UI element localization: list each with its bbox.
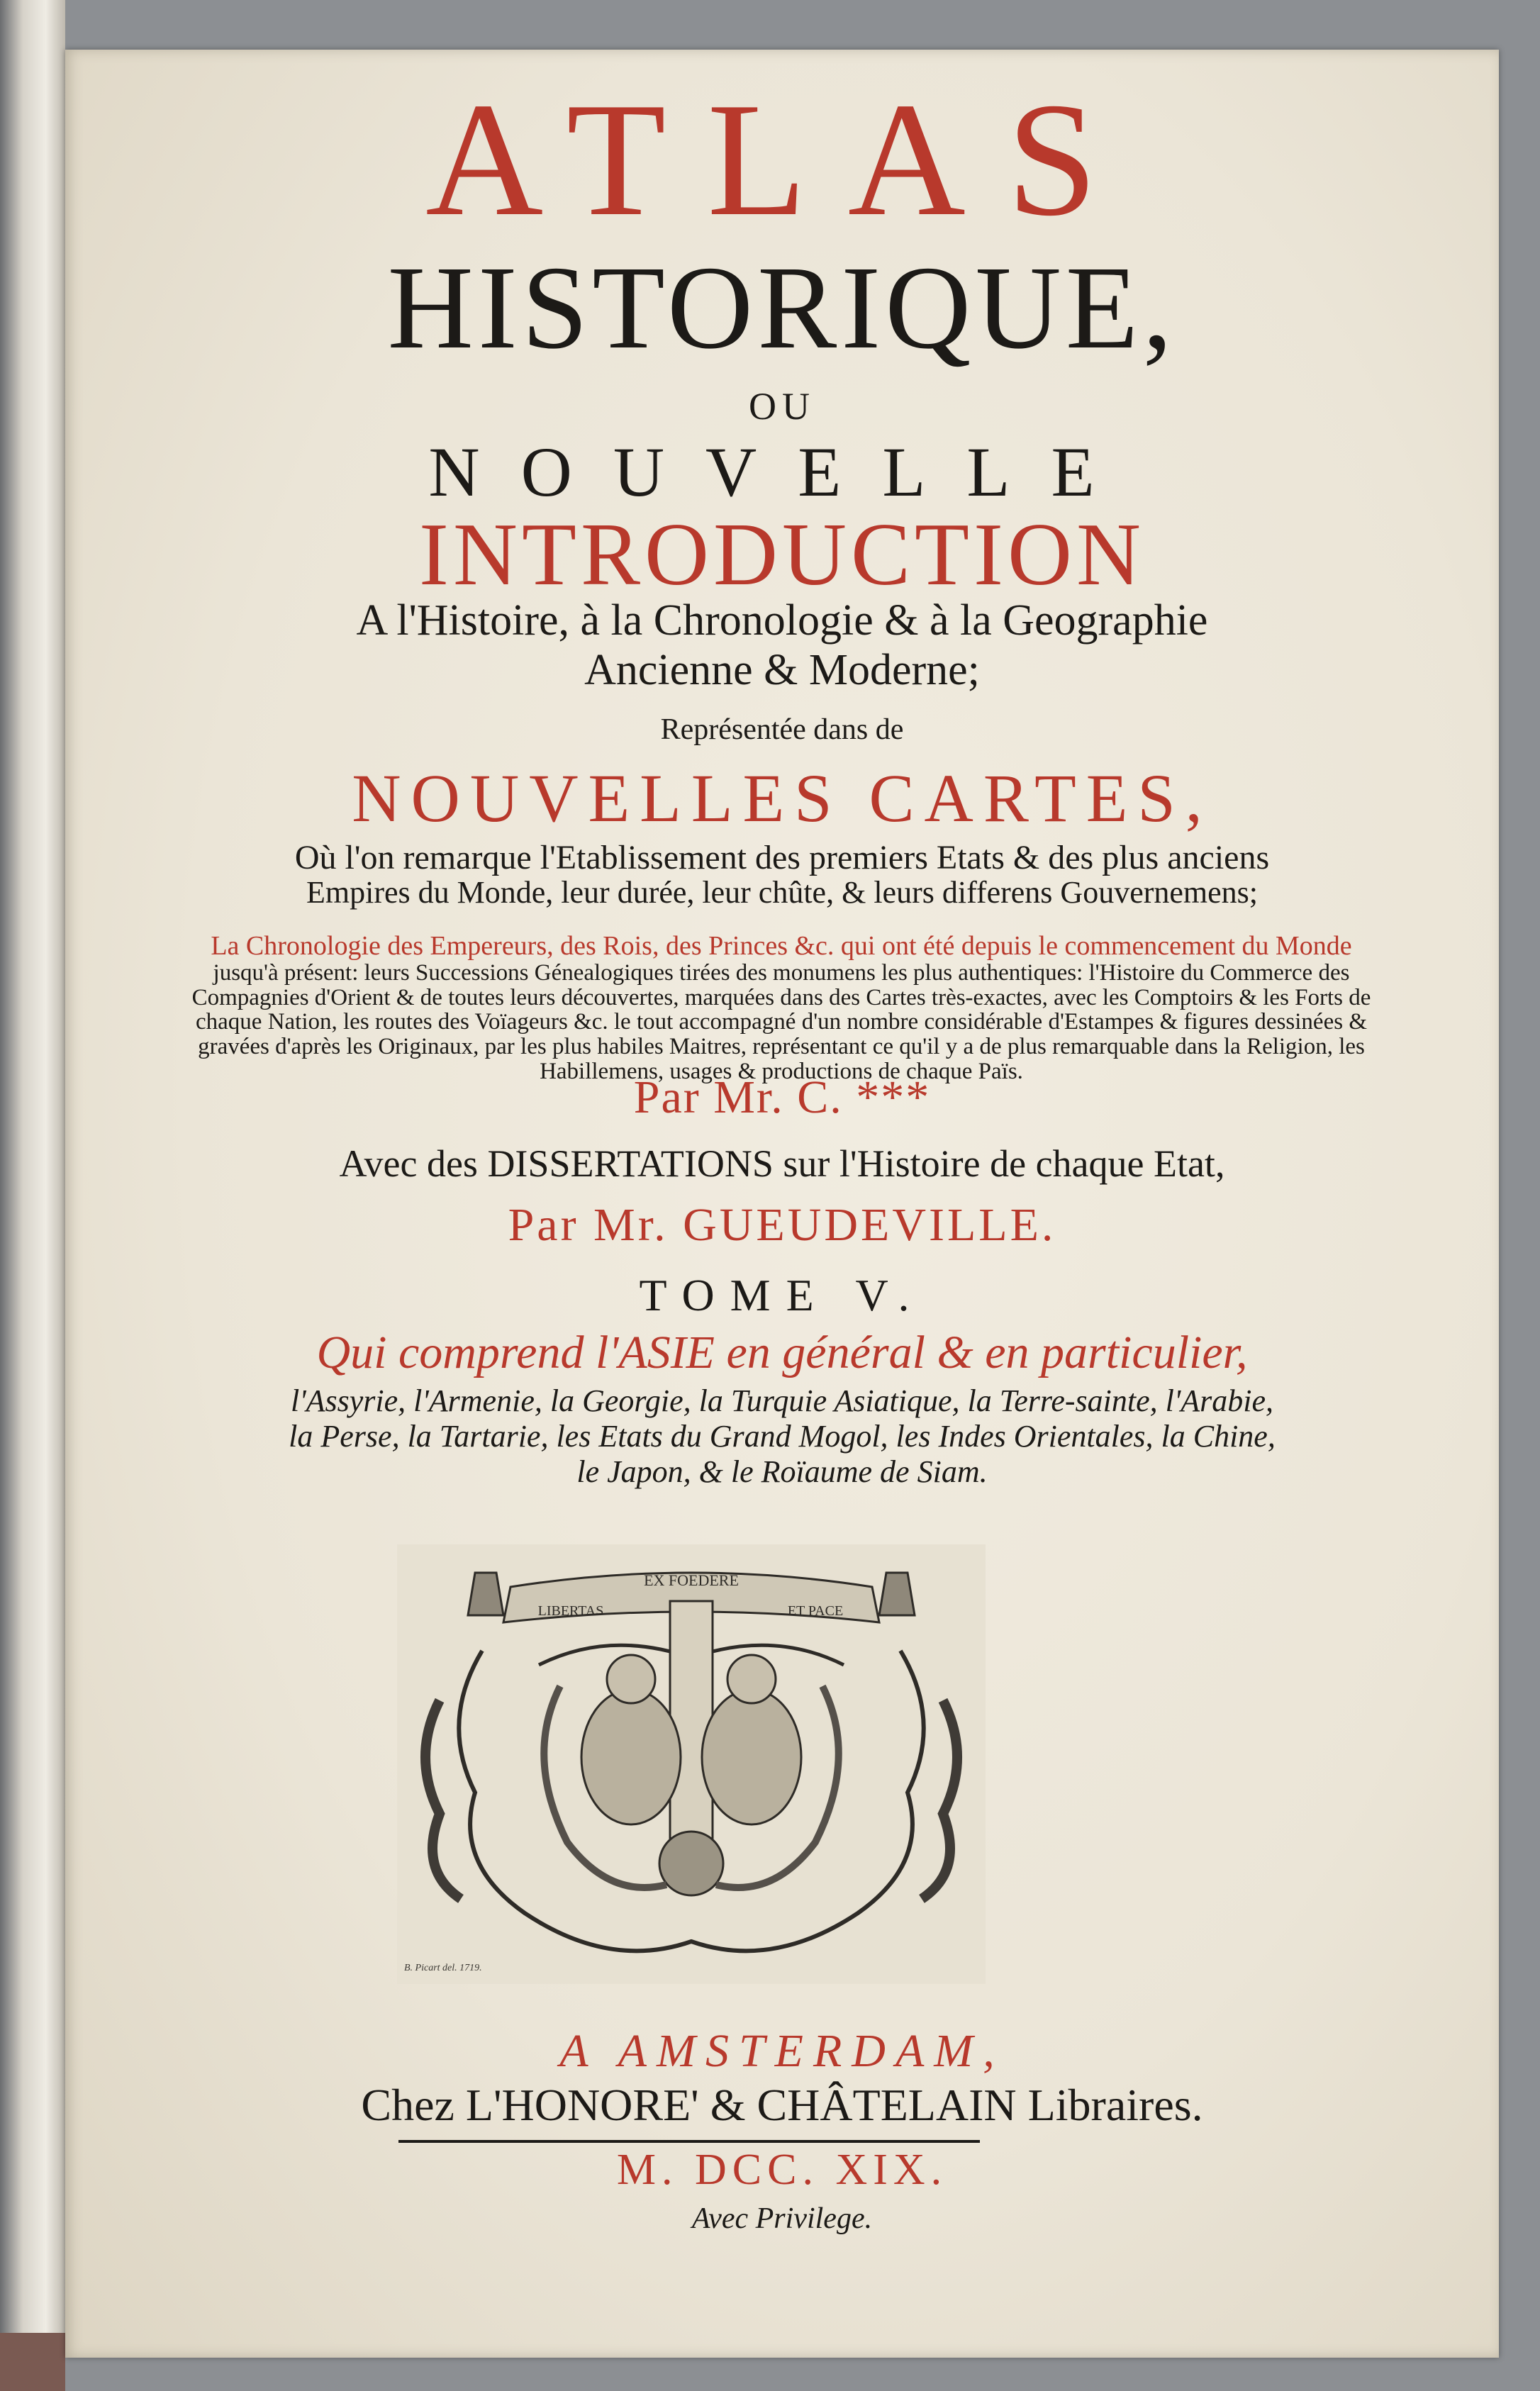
subtitle-line-2: Ancienne & Moderne; bbox=[584, 646, 980, 694]
description-line-1: Où l'on remarque l'Etablissement des premiers Etats & des plus anciens bbox=[294, 839, 1270, 876]
title-historique: HISTORIQUE, bbox=[387, 242, 1177, 374]
title-page bbox=[65, 50, 1499, 2358]
vignette-banner-right: ET PACE bbox=[787, 1603, 844, 1619]
volume-label: TOME V. bbox=[639, 1270, 925, 1320]
vignette-illustration bbox=[397, 1544, 986, 1984]
imprint-date: M. DCC. XIX. bbox=[616, 2146, 948, 2194]
represented-line: Représentée dans de bbox=[660, 713, 904, 746]
title-nouvelles-cartes: NOUVELLES CARTES, bbox=[352, 760, 1212, 836]
imprint-privilege: Avec Privilege. bbox=[691, 2202, 873, 2235]
book-cover-edge bbox=[0, 2333, 65, 2391]
vignette-signature: B. Picart del. 1719. bbox=[404, 1963, 482, 1973]
title-introduction: INTRODUCTION bbox=[419, 506, 1145, 604]
subtitle-line-1: A l'Histoire, à la Chronologie & à la Geographie bbox=[356, 596, 1208, 645]
contents-line-2: la Perse, la Tartarie, les Etats du Grand Mogol, les Indes Orientales, la Chine, bbox=[289, 1419, 1276, 1454]
contents-line-1: l'Assyrie, l'Armenie, la Georgie, la Turquie Asiatique, la Terre-sainte, l'Arabie, bbox=[290, 1383, 1274, 1418]
engraved-vignette bbox=[397, 1544, 986, 1984]
author-gueudeville-line: Par Mr. GUEUDEVILLE. bbox=[508, 1199, 1056, 1251]
chronology-red-line: La Chronologie des Empereurs, des Rois, des Princes &c. qui ont été depuis le commencement du Monde bbox=[211, 931, 1352, 961]
title-ou: OU bbox=[749, 385, 815, 428]
title-atlas: ATLAS bbox=[425, 69, 1139, 250]
contents-heading: Qui comprend l'ASIE en général & en particulier, bbox=[316, 1327, 1248, 1378]
dissertation-line: Avec des DISSERTATIONS sur l'Histoire de chaque Etat, bbox=[339, 1142, 1225, 1185]
chronology-paragraph: jusqu'à présent: leurs Successions Génealogiques tirées des monumens les plus authentiques: l'Histoire du Commerce des Compagnies d'Orient & de toutes leurs découvertes, marquées dans des Cartes très-exactes, avec les Comptoirs & les Forts de chaque Nation, les routes des Voïageurs &c. le tout accompagné d'un nombre considérable d'Estampes & figures dessinées & gravées d'après les Originaux, par les plus habiles Maitres, représentant ce qu'il y a de plus remarquable dans la Religion, les Habillemens, usages & productions de chaque Païs. bbox=[191, 960, 1371, 1084]
imprint-publisher: Chez L'HONORE' & CHÂTELAIN Libraires. bbox=[361, 2080, 1203, 2130]
description-line-2: Empires du Monde, leur durée, leur chûte, & leurs differens Gouvernemens; bbox=[306, 875, 1258, 910]
title-nouvelle: NOUVELLE bbox=[428, 433, 1136, 511]
imprint-rule bbox=[398, 2140, 980, 2143]
author-line: Par Mr. C. *** bbox=[633, 1071, 931, 1123]
book-binding bbox=[0, 0, 65, 2391]
vignette-banner-top: EX FOEDERE bbox=[644, 1571, 739, 1589]
contents-line-3: le Japon, & le Roïaume de Siam. bbox=[576, 1454, 988, 1489]
imprint-city: A AMSTERDAM, bbox=[559, 2025, 1005, 2077]
vignette-banner-left: LIBERTAS bbox=[537, 1603, 604, 1619]
